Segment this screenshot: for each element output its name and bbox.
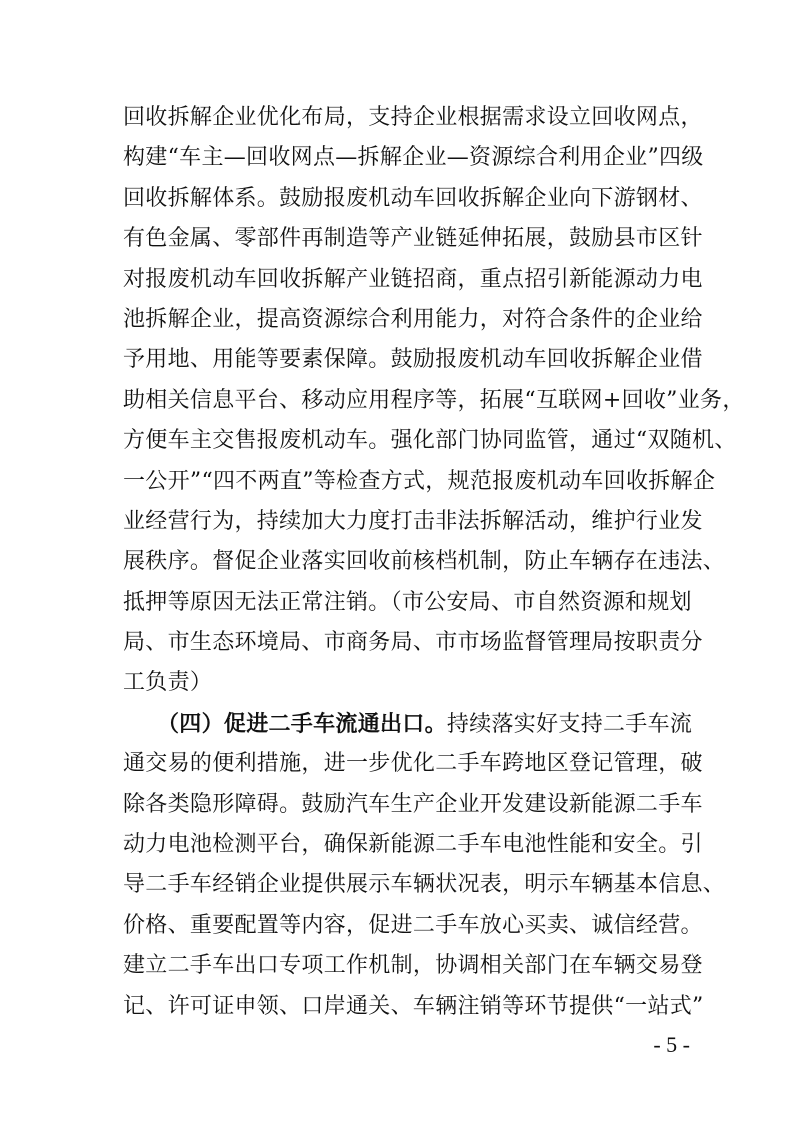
text-line: 对报废机动车回收拆解产业链招商，重点招引新能源动力电 — [123, 266, 703, 292]
body-text — [123, 98, 745, 1027]
text-line: 构建“车主—回收网点—拆解企业—资源综合利用企业”四级 — [123, 145, 704, 171]
text-line: 建立二手车出口专项工作机制，协调相关部门在车辆交易登 — [123, 953, 703, 979]
text-line: 池拆解企业，提高资源综合利用能力，对符合条件的企业给 — [123, 306, 703, 332]
text-line: 助相关信息平台、移动应用程序等，拓展“互联网+回收”业务， — [123, 387, 745, 413]
text-line: 回收拆解体系。鼓励报废机动车回收拆解企业向下游钢材、 — [123, 185, 703, 211]
text-line: 予用地、用能等要素保障。鼓励报废机动车回收拆解企业借 — [123, 347, 703, 373]
text-line: 导二手车经销企业提供展示车辆状况表，明示车辆基本信息、 — [123, 872, 726, 898]
text-line: 展秩序。督促企业落实回收前核档机制，防止车辆存在违法、 — [123, 549, 726, 575]
text-line: 有色金属、零部件再制造等产业链延伸拓展，鼓励县市区针 — [123, 226, 703, 252]
text-line: 方便车主交售报废机动车。强化部门协同监管，通过“双随机、 — [123, 428, 737, 454]
text-line: 一公开”“四不两直”等检查方式，规范报废机动车回收拆解企 — [123, 468, 716, 494]
text-line: 工负责） — [123, 670, 213, 696]
text-line: 局、市生态环境局、市商务局、市市场监督管理局按职责分 — [123, 630, 703, 656]
section-heading-line — [123, 704, 693, 744]
text-line: 除各类隐形障碍。鼓励汽车生产企业开发建设新能源二手车 — [123, 791, 703, 817]
text-line: 回收拆解企业优化布局，支持企业根据需求设立回收网点， — [123, 105, 703, 130]
section-heading: （四）促进二手车流通出口。 — [157, 710, 447, 737]
text-line: 业经营行为，持续加大力度打击非法拆解活动，维护行业发 — [123, 508, 703, 534]
page-number: - 5 - — [653, 1032, 690, 1057]
section-heading-text: 持续落实好支持二手车流 — [446, 711, 693, 737]
text-line: 动力电池检测平台，确保新能源二手车电池性能和安全。引 — [123, 832, 703, 858]
text-line: 通交易的便利措施，进一步优化二手车跨地区登记管理，破 — [123, 751, 703, 777]
text-line: 价格、重要配置等内容，促进二手车放心买卖、诚信经营。 — [123, 912, 703, 938]
text-line: 记、许可证申领、口岸通关、车辆注销等环节提供“一站式” — [123, 993, 704, 1019]
text-line: 抵押等原因无法正常注销。（市公安局、市自然资源和规划 — [123, 589, 692, 615]
